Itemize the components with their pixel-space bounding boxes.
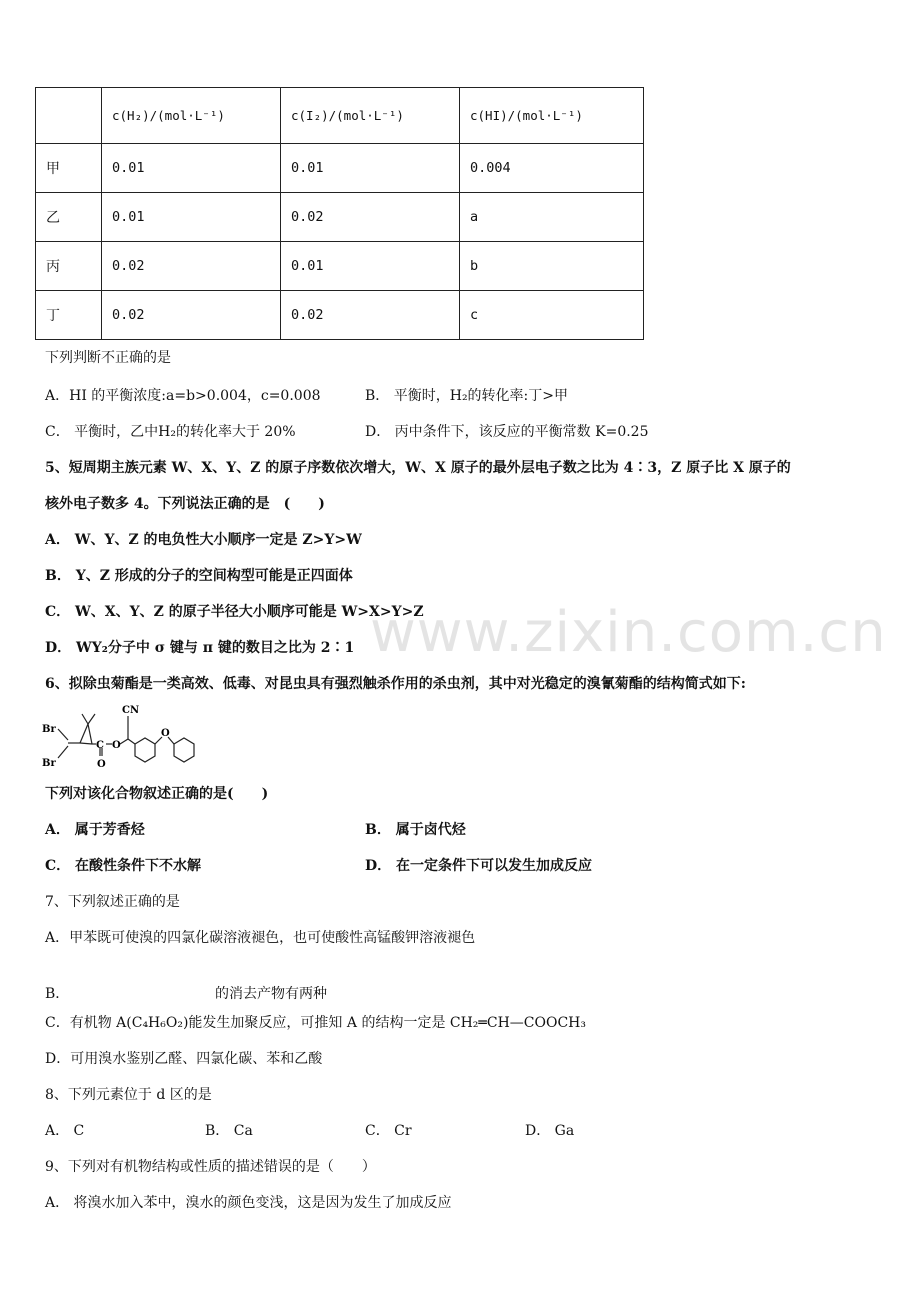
q5-stem-line1: 5、短周期主族元素 W、X、Y、Z 的原子序数依次增大，W、X 原子的最外层电子数之比为 4∶3，Z 原子比 X 原子的 — [45, 460, 791, 476]
q7-option-d: D．可用溴水鉴别乙醛、四氯化碳、苯和乙酸 — [45, 1051, 323, 1067]
table-cell: 0.02 — [281, 291, 460, 340]
q9-option-a: A． 将溴水加入苯中，溴水的颜色变浅，这是因为发生了加成反应 — [45, 1195, 452, 1211]
table-cell: 乙 — [36, 193, 102, 242]
table-cell: 0.02 — [281, 193, 460, 242]
q8-option-d: D． Ga — [525, 1123, 575, 1139]
table-cell: 0.01 — [102, 193, 281, 242]
table-header-cell: c(I₂)/(mol·L⁻¹) — [281, 88, 460, 144]
deltamethrin-structure — [40, 702, 225, 774]
table-header-cell — [36, 88, 102, 144]
q9-stem: 9、下列对有机物结构或性质的描述错误的是（ ） — [45, 1159, 376, 1175]
table-cell: 丙 — [36, 242, 102, 291]
table-row — [36, 291, 644, 340]
table-cell: 甲 — [36, 144, 102, 193]
table-cell: a — [460, 193, 644, 242]
watermark: www.zixin.com.cn — [370, 600, 887, 665]
structure-label-br1: Br — [42, 724, 56, 735]
q7-option-c: C．有机物 A(C₄H₆O₂)能发生加聚反应，可推知 A 的结构一定是 CH₂═CH—COOCH₃ — [45, 1015, 586, 1031]
q7-option-b-label: B． — [45, 986, 70, 1002]
table-header-cell: c(HI)/(mol·L⁻¹) — [460, 88, 644, 144]
table-header-cell: c(H₂)/(mol·L⁻¹) — [102, 88, 281, 144]
q4-option-b: B． 平衡时，H₂的转化率:丁>甲 — [365, 388, 569, 404]
q5-option-a: A． W、Y、Z 的电负性大小顺序一定是 Z>Y>W — [45, 532, 362, 548]
table-cell: 丁 — [36, 291, 102, 340]
concentration-table — [35, 87, 644, 340]
q4-option-c: C． 平衡时，乙中H₂的转化率大于 20% — [45, 424, 296, 440]
structure-label-c: C — [96, 740, 104, 751]
table-cell: 0.004 — [460, 144, 644, 193]
structure-label-o2: O — [112, 740, 121, 751]
q8-option-c: C． Cr — [365, 1123, 412, 1139]
q6-option-a: A． 属于芳香烃 — [45, 822, 145, 838]
q7-option-a: A．甲苯既可使溴的四氯化碳溶液褪色，也可使酸性高锰酸钾溶液褪色 — [45, 930, 476, 946]
table-row — [36, 242, 644, 291]
q6-prompt: 下列对该化合物叙述正确的是( ) — [45, 786, 269, 802]
q6-option-d: D． 在一定条件下可以发生加成反应 — [365, 858, 593, 874]
q8-stem: 8、下列元素位于 d 区的是 — [45, 1087, 212, 1103]
table-cell: 0.01 — [281, 242, 460, 291]
table-cell: 0.01 — [102, 144, 281, 193]
table-row — [36, 144, 644, 193]
q6-stem: 6、拟除虫菊酯是一类高效、低毒、对昆虫具有强烈触杀作用的杀虫剂，其中对光稳定的溴氰菊酯的结构简式如下: — [45, 676, 746, 692]
q7-option-b-text: 的消去产物有两种 — [215, 986, 327, 1002]
table-cell: b — [460, 242, 644, 291]
q6-option-b: B． 属于卤代烃 — [365, 822, 466, 838]
q4-option-d: D． 丙中条件下，该反应的平衡常数 K=0.25 — [365, 424, 649, 440]
table-row — [36, 193, 644, 242]
table-cell: 0.02 — [102, 242, 281, 291]
q8-option-a: A． C — [45, 1123, 85, 1139]
q5-option-b: B． Y、Z 形成的分子的空间构型可能是正四面体 — [45, 568, 353, 584]
q5-stem-line2: 核外电子数多 4。下列说法正确的是 ( ) — [45, 496, 325, 512]
table-cell: 0.02 — [102, 291, 281, 340]
table-header-row — [36, 88, 644, 144]
q5-option-d: D． WY₂分子中 σ 键与 π 键的数目之比为 2∶1 — [45, 640, 355, 656]
q5-option-c: C． W、X、Y、Z 的原子半径大小顺序可能是 W>X>Y>Z — [45, 604, 424, 620]
structure-label-br2: Br — [42, 758, 56, 769]
structure-label-o1: O — [97, 759, 106, 770]
q4-prompt: 下列判断不正确的是 — [45, 350, 171, 366]
structure-label-cn: CN — [122, 705, 140, 716]
q8-option-b: B． Ca — [205, 1123, 253, 1139]
table-cell: 0.01 — [281, 144, 460, 193]
q7-stem: 7、下列叙述正确的是 — [45, 894, 180, 910]
table-cell: c — [460, 291, 644, 340]
structure-label-o3: O — [161, 728, 170, 739]
q4-option-a: A．HI 的平衡浓度:a=b>0.004，c=0.008 — [45, 388, 321, 404]
q6-option-c: C． 在酸性条件下不水解 — [45, 858, 202, 874]
